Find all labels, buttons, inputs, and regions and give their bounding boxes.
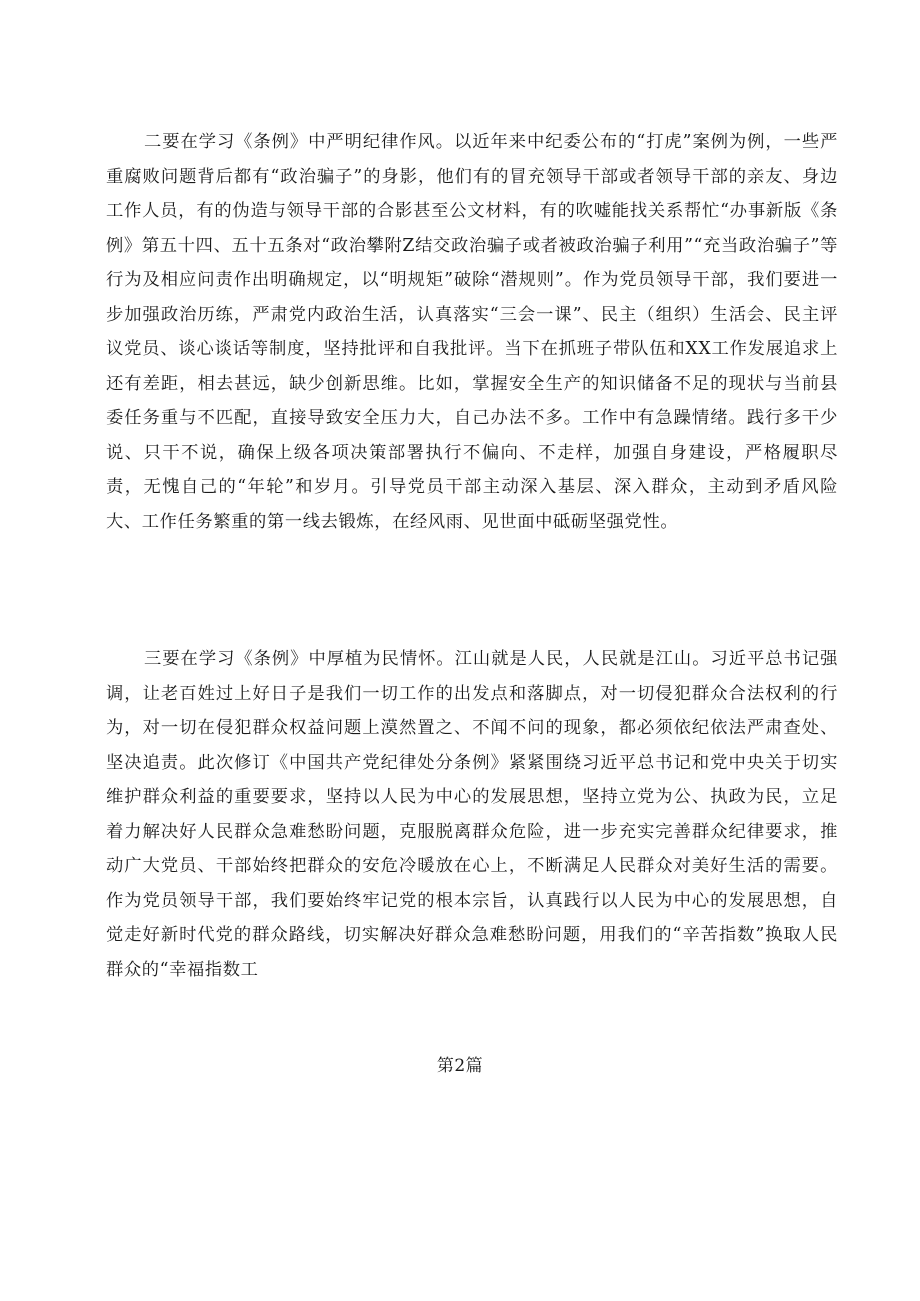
section-heading: 第2篇 <box>436 1056 484 1076</box>
paragraph-discipline-style: 二要在学习《条例》中严明纪律作风。以近年来中纪委公布的“打虎”案例为例，一些严重腐败问题背后都有“政治骗子”的身影，他们有的冒充领导干部或者领导干部的亲友、身边工作人员，有的伪造与领导干部的合影甚至公文材料，有的吹嘘能找关系帮忙“办事新版《条例》第五十四、五十五条对“政治攀附Z结交政治骗子或者被政治骗子利用”“充当政治骗子”等行为及相应问责作出明确规定，以“明规矩”破除“潜规则”。作为党员领导干部，我们要进一步加强政治历练，严肃党内政治生活，认真落实“三会一课”、民主（组织）生活会、民主评议党员、谈心谈话等制度，坚持批评和自我批评。当下在抓班子带队伍和XX工作发展追求上还有差距，相去甚远，缺少创新思维。比如，掌握安全生产的知识储备不足的现状与当前县委任务重与不匹配，直接导致安全压力大，自己办法不多。工作中有急躁情绪。践行多干少说、只干不说，确保上级各项决策部署执行不偏向、不走样，加强自身建设，严格履职尽责，无愧自己的“年轮”和岁月。引导党员干部主动深入基层、深入群众，主动到矛盾风险大、工作任务繁重的第一线去锻炼，在经风雨、见世面中砥砺坚强党性。 <box>106 132 838 532</box>
paragraph-people-feelings: 三要在学习《条例》中厚植为民情怀。江山就是人民，人民就是江山。习近平总书记强调，让老百姓过上好日子是我们一切工作的出发点和落脚点，对一切侵犯群众合法权利的行为，对一切在侵犯群众权益问题上漠然置之、不闻不问的现象，都必须依纪依法严肃查处、坚决追责。此次修订《中国共产党纪律处分条例》紧紧围绕习近平总书记和党中央关于切实维护群众利益的重要要求，坚持以人民为中心的发展思想，坚持立党为公、执政为民，立足着力解决好人民群众急难愁盼问题，克服脱离群众危险，进一步充实完善群众纪律要求，推动广大党员、干部始终把群众的安危冷暖放在心上，不断满足人民群众对美好生活的需要。作为党员领导干部，我们要始终牢记党的根本宗旨，认真践行以人民为中心的发展思想，自觉走好新时代党的群众路线，切实解决好群众急难愁盼问题，用我们的“辛苦指数”换取人民群众的“幸福指数工 <box>106 649 838 980</box>
